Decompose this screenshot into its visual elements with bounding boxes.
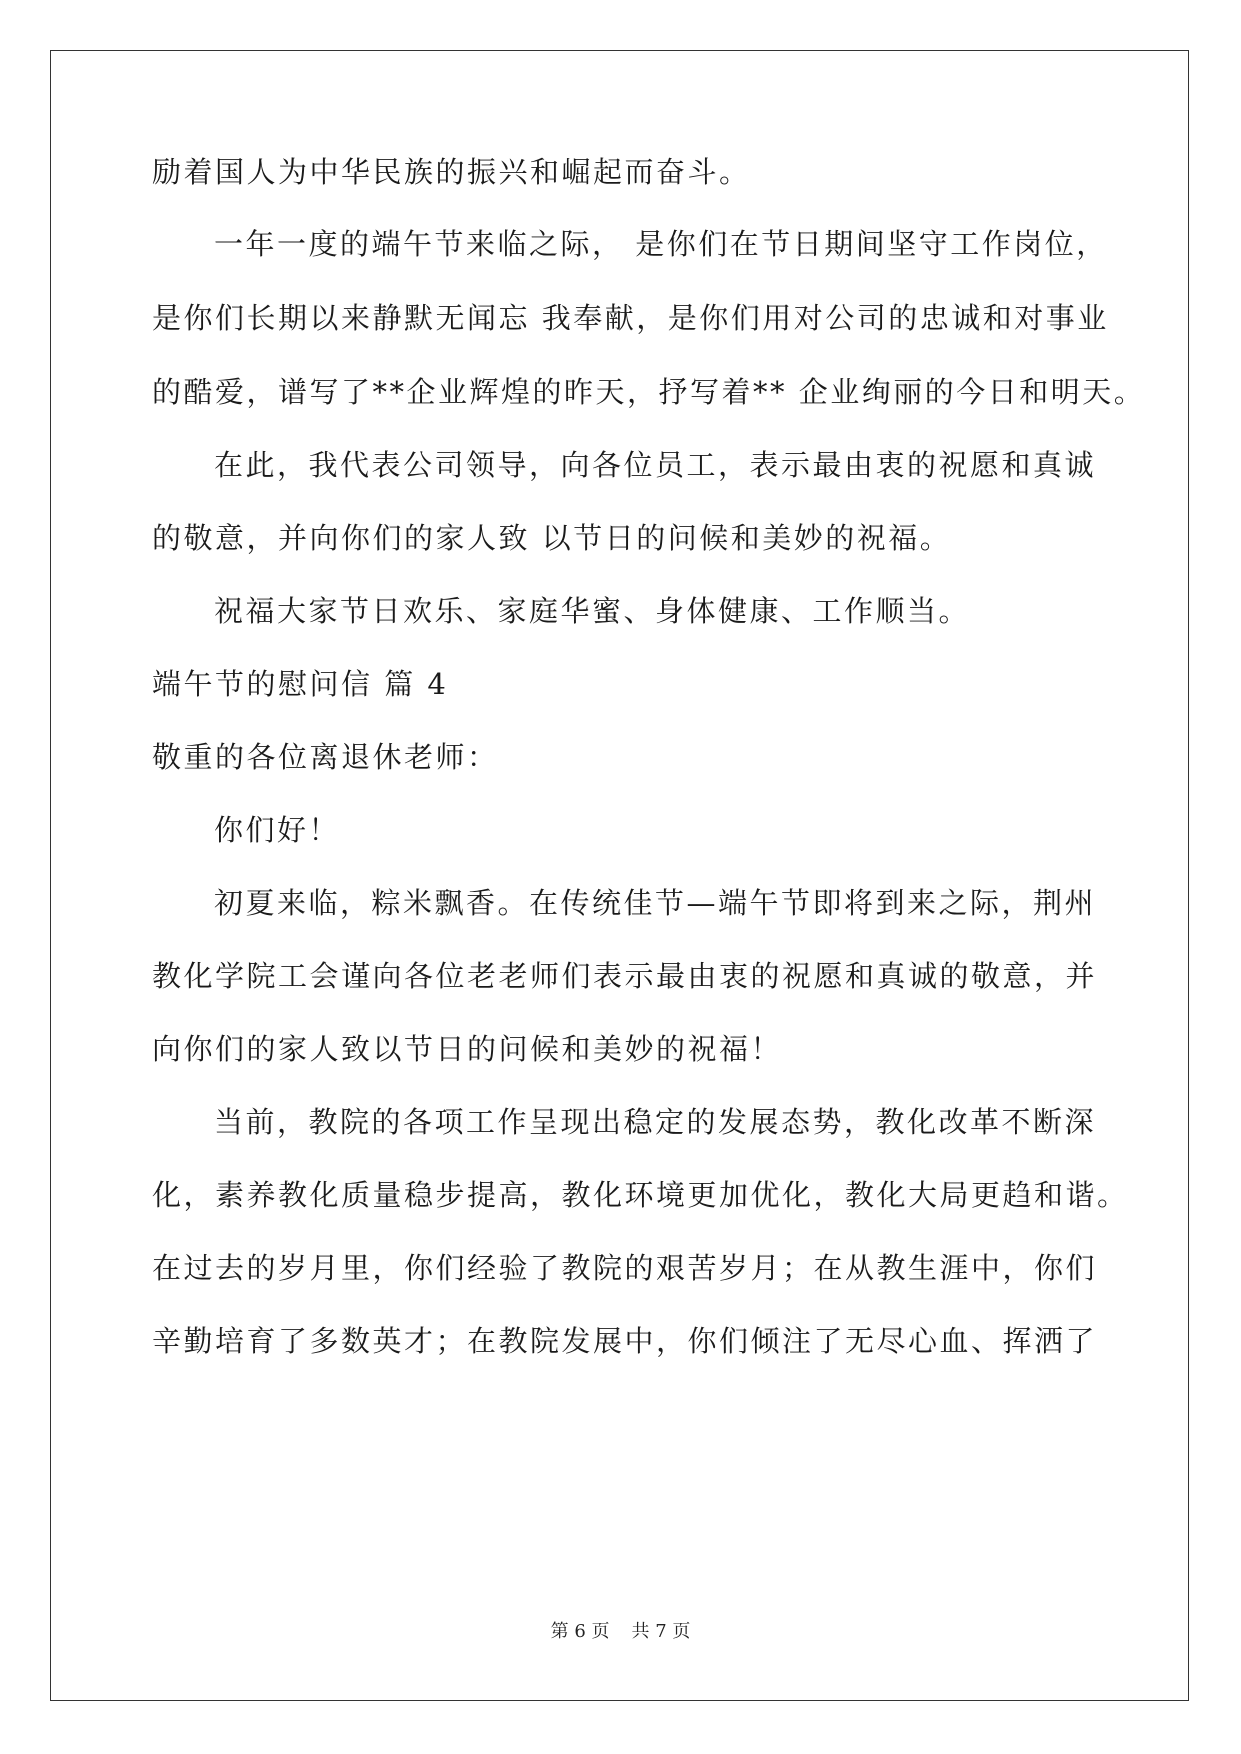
body-line-3: 是你们长期以来静默无闻忘 我奉献，是你们用对公司的忠诚和对事业	[152, 301, 1109, 335]
page-number: 第 6 页	[550, 1621, 610, 1642]
page-total: 共 7 页	[631, 1621, 691, 1642]
body-line-2: 一年一度的端午节来临之际， 是你们在节日期间坚守工作岗位，	[214, 227, 1108, 261]
body-line-12: 教化学院工会谨向各位老老师们表示最由衷的祝愿和真诚的敬意，并	[152, 959, 1098, 993]
body-line-14: 当前，教院的各项工作呈现出稳定的发展态势，教化改革不断深	[214, 1105, 1097, 1139]
body-line-7: 祝福大家节日欢乐、家庭华蜜、身体健康、工作顺当。	[214, 594, 971, 628]
greeting: 你们好！	[214, 813, 341, 847]
body-line-15: 化，素养教化质量稳步提高，教化环境更加优化，教化大局更趋和谐。	[152, 1178, 1129, 1212]
body-line-13: 向你们的家人致以节日的问候和美妙的祝福！	[152, 1032, 783, 1066]
salutation: 敬重的各位离退休老师：	[152, 740, 499, 774]
body-line-6: 的敬意，并向你们的家人致 以节日的问候和美妙的祝福。	[152, 521, 952, 555]
body-line-5: 在此，我代表公司领导，向各位员工，表示最由衷的祝愿和真诚	[214, 448, 1097, 482]
body-line-1: 励着国人为中华民族的振兴和崛起而奋斗。	[152, 155, 751, 189]
section-heading: 端午节的慰问信 篇 4	[152, 667, 449, 701]
body-line-16: 在过去的岁月里，你们经验了教院的艰苦岁月；在从教生涯中，你们	[152, 1251, 1098, 1285]
page-footer	[0, 1620, 1241, 1644]
body-line-4: 的酷爱，谱写了**企业辉煌的昨天，抒写着** 企业绚丽的今日和明天。	[152, 375, 1146, 409]
body-line-17: 辛勤培育了多数英才；在教院发展中，你们倾注了无尽心血、挥洒了	[152, 1324, 1098, 1358]
body-line-11: 初夏来临，粽米飘香。在传统佳节—端午节即将到来之际，荆州	[214, 886, 1097, 920]
